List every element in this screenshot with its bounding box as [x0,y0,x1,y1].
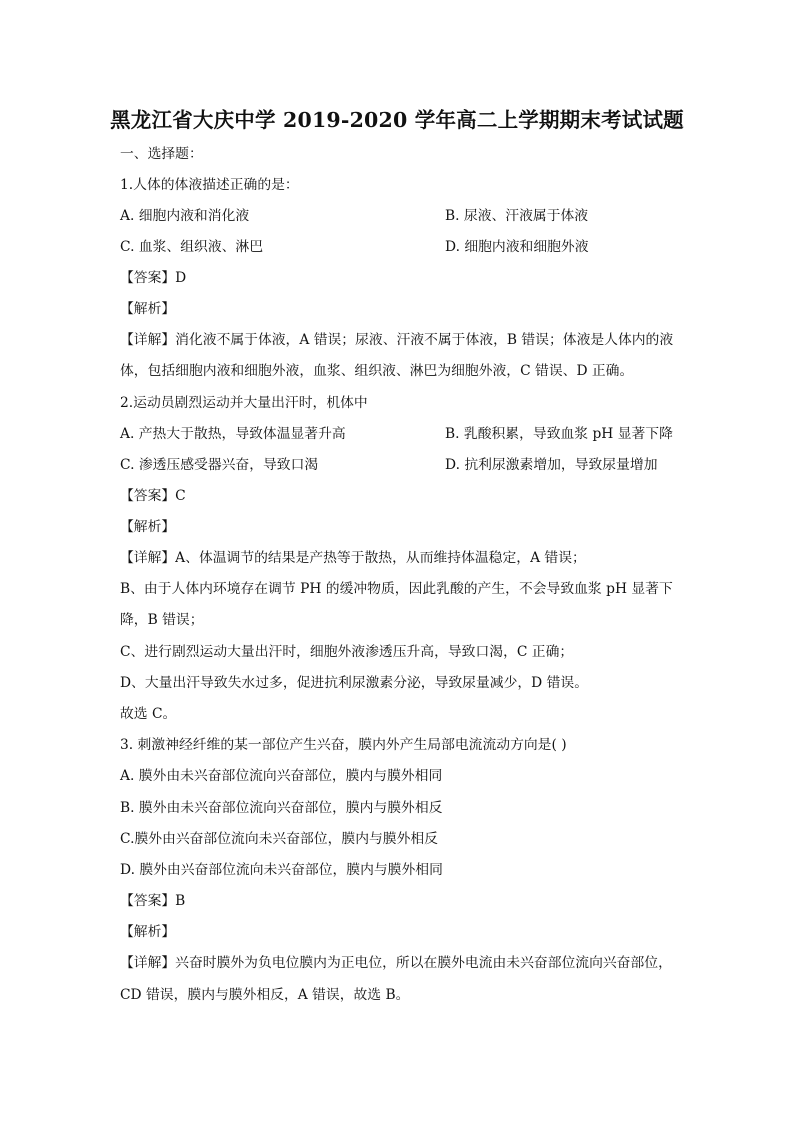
section-heading: 一、选择题： [120,146,203,162]
q1-detail-line-1: 【详解】消化液不属于体液，A 错误；尿液、汗液不属于体液，B 错误；体液是人体内的液 [120,332,674,348]
q2-detail-line-3: 降，B 错误； [120,612,204,628]
q2-answer: 【答案】C [120,488,186,504]
q3-answer: 【答案】B [120,893,186,909]
q2-detail-line-4: C、进行剧烈运动大量出汗时，细胞外液渗透压升高，导致口渴，C 正确； [120,644,574,660]
q3-stem: 3. 刺激神经纤维的某一部位产生兴奋，膜内外产生局部电流流动方向是( ) [120,737,567,753]
q2-option-d: D. 抗利尿激素增加，导致尿量增加 [445,457,658,473]
q1-detail-line-2: 体，包括细胞内液和细胞外液，血浆、组织液、淋巴为细胞外液，C 错误、D 正确。 [120,363,634,379]
q3-option-d: D. 膜外由兴奋部位流向未兴奋部位，膜内与膜外相同 [120,862,443,878]
q2-detail-line-2: B、由于人体内环境存在调节 PH 的缓冲物质，因此乳酸的产生，不会导致血浆 pH 显著下 [120,581,673,597]
q1-option-d: D. 细胞内液和细胞外液 [445,239,589,255]
q3-option-b: B. 膜外由未兴奋部位流向兴奋部位，膜内与膜外相反 [120,800,443,816]
q3-detail-line-2: CD 错误，膜内与膜外相反，A 错误，故选 B。 [120,987,410,1003]
q3-detail-line-1: 【详解】兴奋时膜外为负电位膜内为正电位，所以在膜外电流由未兴奋部位流向兴奋部位， [120,955,672,971]
q3-analysis-label: 【解析】 [120,924,176,940]
q2-conclusion: 故选 C。 [120,706,177,722]
document-title: 黑龙江省大庆中学 2019-2020 学年高二上学期期末考试试题 [110,108,684,132]
q2-detail-line-5: D、大量出汗导致失水过多，促进抗利尿激素分泌，导致尿量减少，D 错误。 [120,675,589,691]
q2-option-b: B. 乳酸积累，导致血浆 pH 显著下降 [445,426,673,442]
q2-detail-line-1: 【详解】A、体温调节的结果是产热等于散热，从而维持体温稳定，A 错误； [120,550,586,566]
q1-stem: 1.人体的体液描述正确的是： [120,177,299,193]
q1-option-b: B. 尿液、汗液属于体液 [445,208,589,224]
q2-analysis-label: 【解析】 [120,519,176,535]
q1-option-c: C. 血浆、组织液、淋巴 [120,239,264,255]
q3-option-c: C.膜外由兴奋部位流向未兴奋部位，膜内与膜外相反 [120,831,438,847]
q2-option-a: A. 产热大于散热，导致体温显著升高 [120,426,346,442]
q1-option-a: A. 细胞内液和消化液 [120,208,250,224]
q2-option-c: C. 渗透压感受器兴奋，导致口渴 [120,457,319,473]
q1-answer: 【答案】D [120,270,187,286]
q3-option-a: A. 膜外由未兴奋部位流向兴奋部位，膜内与膜外相同 [120,768,443,784]
q2-stem: 2.运动员剧烈运动并大量出汗时，机体中 [120,395,368,411]
q1-analysis-label: 【解析】 [120,301,176,317]
